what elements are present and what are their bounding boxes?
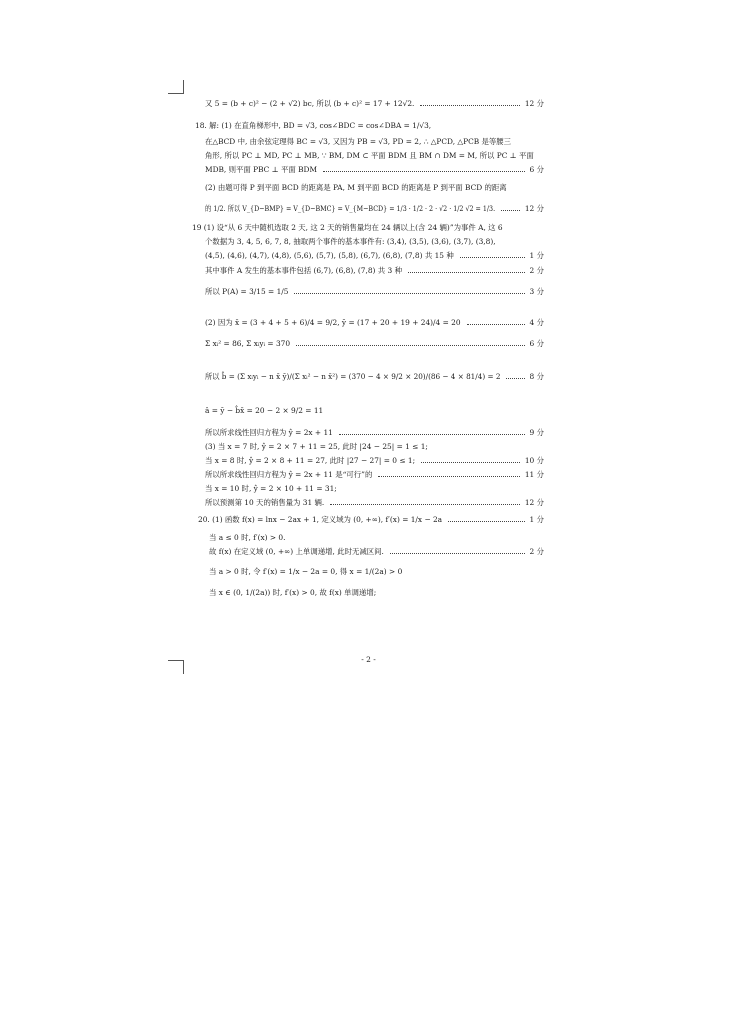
score-label: 6 分 [529,339,544,348]
solution-line [0,221,737,235]
solution-line [0,285,737,299]
line-text: 的 1/2. 所以 V_{D−BMP} = V_{D−BMC} = V_{M−BCD} = 1/3 · 1/2 · 2 · √2 · 1/2 √2 = 1/3. [205,204,496,213]
solution-line [0,404,737,418]
score-label: 8 分 [529,372,544,381]
line-text: 角形, 所以 PC ⊥ MD, PC ⊥ MB, ∵ BM, DM ⊂ 平面 BDM 且 BM ∩ DM = M, 所以 PC ⊥ 平面 [205,151,534,160]
solution-line [0,119,737,133]
solution-line [0,316,737,330]
solution-line [0,202,737,216]
line-text: 18. 解: (1) 在直角梯形中, BD = √3, cos∠BDC = cos∠DBA = 1/√3, [195,121,432,130]
line-text: 所以所求线性回归方程为 ŷ = 2x + 11 [205,428,333,437]
line-text: 所以 P(A) = 3/15 = 1/5 [205,287,289,296]
score-label: 2 分 [529,547,544,556]
solution-line [0,545,737,559]
line-text: (2) 由题可得 P 到平面 BCD 的距离是 PA, M 到平面 BCD 的距离是 P 到平面 BCD 的距离 [205,183,507,192]
solution-line [0,565,737,579]
line-text: (3) 当 x = 7 时, ŷ = 2 × 7 + 11 = 25, 此时 |24 − 25| = 1 ≤ 1; [205,442,428,451]
line-text: (2) 因为 x̄ = (3 + 4 + 5 + 6)/4 = 9/2, ȳ = (17 + 20 + 19 + 24)/4 = 20 [205,318,461,327]
leader-dots [330,495,520,505]
line-text: 所以预测第 10 天的销售量为 31 辆. [205,498,325,507]
score-label: 11 分 [524,470,544,479]
leader-dots [420,96,520,106]
line-text: 其中事件 A 发生的基本事件包括 (6,7), (6,8), (7,8) 共 3 种 [205,266,402,275]
score-label: 1 分 [529,251,544,260]
line-text: 当 a > 0 时, 令 f′(x) = 1/x − 2a = 0, 得 x = 1/(2a) > 0 [209,567,403,576]
solution-line [0,149,737,163]
solution-line [0,249,737,263]
line-text: MDB, 则平面 PBC ⊥ 平面 BDM [205,165,318,174]
solution-line [0,454,737,468]
solution-line [0,337,737,351]
score-label: 2 分 [529,266,544,275]
score-label: 12 分 [524,204,544,213]
leader-dots [506,369,525,379]
line-text: 又 5 = (b + c)² − (2 + √2) bc, 所以 (b + c)² = 17 + 12√2. [205,99,415,108]
line-text: 个数据为 3, 4, 5, 6, 7, 8, 抽取两个事件的基本事件有: (3,4), (3,5), (3,6), (3,7), (3,8), [205,237,496,246]
score-label: 1 分 [529,515,544,524]
line-text: 在△BCD 中, 由余弦定理得 BC = √3, 又因为 PB = √3, PD = 2, ∴ △PCD, △PCB 是等腰三 [205,137,512,146]
leader-dots [467,315,525,325]
solution-line [0,370,737,384]
solution-line [0,531,737,545]
line-text: (4,5), (4,6), (4,7), (4,8), (5,6), (5,7), (5,8), (6,7), (6,8), (7,8) 共 15 种 [205,251,454,260]
line-text: 20. (1) 函数 f(x) = lnx − 2ax + 1, 定义域为 (0, +∞), f′(x) = 1/x − 2a [198,515,443,524]
page-number: - 2 - [361,655,376,664]
solution-line [0,482,737,496]
score-label: 3 分 [529,287,544,296]
line-text: 当 x = 8 时, ŷ = 2 × 8 + 11 = 27, 此时 |27 − 27| = 0 ≤ 1; [205,456,416,465]
line-text: 当 x = 10 时, ŷ = 2 × 10 + 11 = 31; [205,484,337,493]
solution-line [0,496,737,510]
score-label: 6 分 [529,165,544,174]
solution-line [0,440,737,454]
score-label: 4 分 [529,318,544,327]
score-label: 12 分 [524,498,544,507]
score-label: 10 分 [524,456,544,465]
line-text: 当 a ≤ 0 时, f′(x) > 0. [209,533,286,542]
leader-dots [378,467,520,477]
solution-line [0,97,737,111]
solution-line [0,235,737,249]
score-label: 12 分 [524,99,544,108]
leader-dots [460,248,525,258]
leader-dots [501,201,520,211]
solution-line [0,468,737,482]
score-label: 9 分 [529,428,544,437]
solution-line [0,264,737,278]
line-text: 所以 b̂ = (Σ xᵢyᵢ − n x̄ ȳ)/(Σ xᵢ² − n x̄²) = (370 − 4 × 9/2 × 20)/(86 − 4 × 81/4) = 2 [205,372,501,381]
line-text: 故 f(x) 在定义域 (0, +∞) 上单调递增, 此时无减区间. [209,547,384,556]
solution-line [0,135,737,149]
solution-line [0,163,737,177]
line-text: 所以所求线性回归方程为 ŷ = 2x + 11 是“可行”的 [205,470,373,479]
leader-dots [408,263,525,273]
leader-dots [339,425,525,435]
line-text: 19 (1) 设“从 6 天中随机选取 2 天, 这 2 天的销售量均在 24 辆以上(含 24 辆)”为事件 A, 这 6 [192,223,503,232]
solution-line [0,181,737,195]
leader-dots [323,162,525,172]
leader-dots [296,336,525,346]
leader-dots [421,453,520,463]
line-text: â = ȳ − b̂x̄ = 20 − 2 × 9/2 = 11 [205,406,324,415]
leader-dots [294,284,525,294]
solution-line [0,426,737,440]
leader-dots [390,544,525,554]
line-text: 当 x ∈ (0, 1/(2a)) 时, f′(x) > 0, 故 f(x) 单调递增; [209,588,377,597]
leader-dots [448,512,525,522]
solution-line [0,513,737,527]
line-text: Σ xᵢ² = 86, Σ xᵢyᵢ = 370 [205,339,291,348]
solution-line [0,586,737,600]
